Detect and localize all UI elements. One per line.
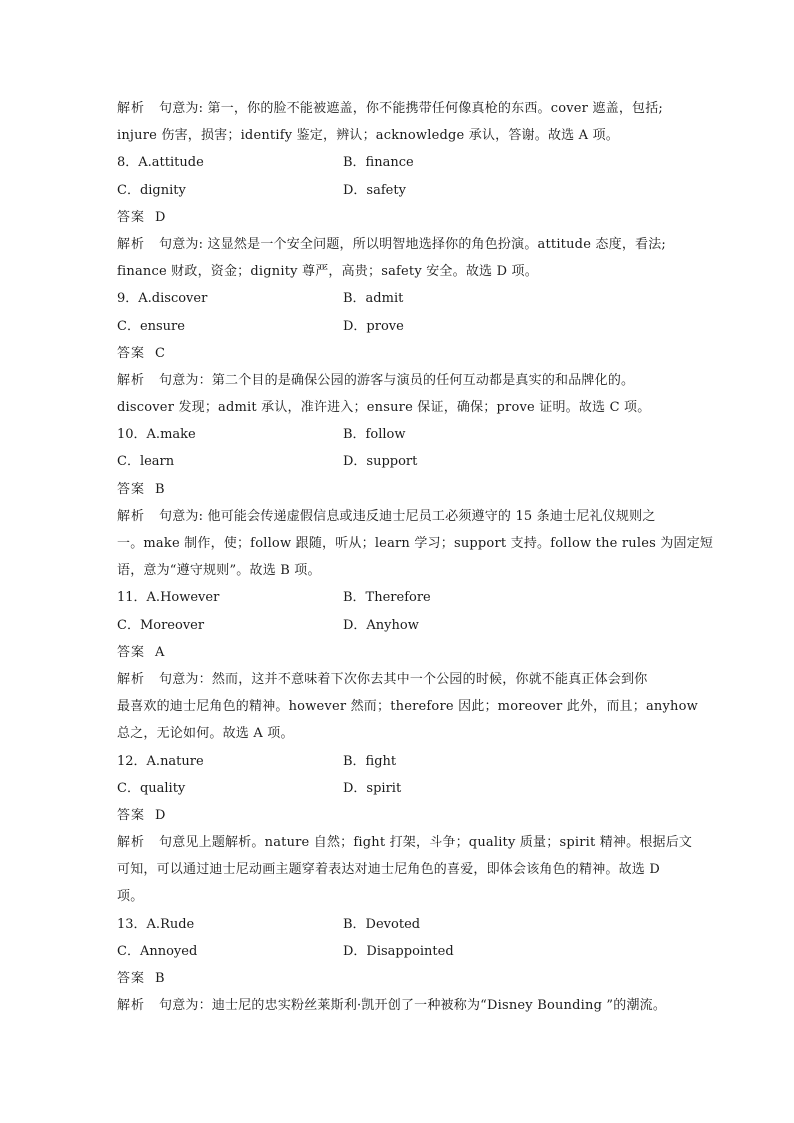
answer-label: 答案 xyxy=(117,971,146,986)
explanation-line xyxy=(117,693,698,720)
option-right: D．prove xyxy=(343,318,404,334)
option-left: 9．A.discover xyxy=(117,291,208,307)
answer-row xyxy=(117,476,677,503)
option-right: D．spirit xyxy=(343,780,402,796)
explanation-line xyxy=(117,829,693,856)
explanation-label: 解析 xyxy=(117,835,146,851)
explanation xyxy=(117,231,677,285)
answer-label: 答案 xyxy=(117,644,146,660)
explanation-text: finance 财政，资金；dignity 尊严，高贵；safety 安全。故选 D 项。 xyxy=(117,264,538,280)
explanation xyxy=(117,503,714,585)
explanation-line xyxy=(117,856,677,883)
explanation-line xyxy=(117,666,677,693)
option-left: 12．A.nature xyxy=(117,753,204,769)
explanation-text: 句意为：然而，这并不意味着下次你去其中一个公园的时候，你就不能真正体会到你 xyxy=(159,671,648,687)
answer-row xyxy=(117,204,677,231)
explanation-line xyxy=(117,557,677,584)
option-row xyxy=(117,313,677,340)
explanation xyxy=(117,666,698,748)
option-right: B．fight xyxy=(343,753,397,769)
explanation-line xyxy=(117,503,677,530)
answer-value: D xyxy=(155,209,166,225)
option-left: 13．A.Rude xyxy=(117,916,195,932)
explanation xyxy=(117,95,677,149)
option-right: D．safety xyxy=(343,182,406,198)
option-row xyxy=(117,285,677,312)
answer-row xyxy=(117,639,677,666)
option-right: B．Therefore xyxy=(343,590,431,606)
explanation-line xyxy=(117,394,677,421)
explanation-label: 解析 xyxy=(117,998,146,1014)
answer-label: 答案 xyxy=(117,209,146,225)
option-row xyxy=(117,448,677,475)
option-right: D．support xyxy=(343,454,418,470)
explanation-label: 解析 xyxy=(117,671,146,687)
option-left: 10．A.make xyxy=(117,427,196,443)
explanation-label: 解析 xyxy=(117,508,146,524)
explanation-text: 句意为: 第一，你的脸不能被遮盖，你不能携带任何像真枪的东西。cover 遮盖，包括; xyxy=(159,101,663,116)
option-left: 8．A.attitude xyxy=(117,155,204,171)
explanation-label: 解析 xyxy=(117,236,146,252)
option-right: B．follow xyxy=(343,427,406,443)
explanation-label: 解析 xyxy=(117,101,146,116)
explanation-line xyxy=(117,883,677,910)
explanation-text: 语，意为“遵守规则”。故选 B 项。 xyxy=(117,563,321,579)
answer-value: C xyxy=(155,345,165,361)
option-left: C．Moreover xyxy=(117,617,205,633)
explanation-label: 解析 xyxy=(117,372,146,388)
explanation-text: 句意见上题解析。nature 自然；fight 打架，斗争；quality 质量；spirit 精神。根据后文 xyxy=(159,835,693,851)
option-right: B．Devoted xyxy=(343,916,421,932)
answer-value: B xyxy=(155,481,165,497)
answer-label: 答案 xyxy=(117,807,146,823)
explanation-text: injure 伤害，损害；identify 鉴定，辨认；acknowledge 承认，答谢。故选 A 项。 xyxy=(117,128,619,144)
option-row xyxy=(117,421,677,448)
explanation-text: 句意为：第二个目的是确保公园的游客与演员的任何互动都是真实的和品牌化的。 xyxy=(159,372,635,388)
option-right: D．Anyhow xyxy=(343,617,419,633)
option-row xyxy=(117,911,677,938)
answer-row xyxy=(117,965,677,992)
option-row xyxy=(117,177,677,204)
explanation xyxy=(117,367,677,421)
option-left: C．dignity xyxy=(117,182,186,198)
explanation-text: 句意为: 这显然是一个安全问题，所以明智地选择你的角色扮演。attitude 态度，看法; xyxy=(159,236,667,252)
explanation-text: 总之，无论如何。故选 A 项。 xyxy=(117,726,294,742)
answer-explanations xyxy=(117,95,714,1019)
option-row xyxy=(117,612,677,639)
option-left: C．quality xyxy=(117,780,186,796)
option-right: D．Disappointed xyxy=(343,943,454,959)
option-row xyxy=(117,775,677,802)
explanation-text: 一。make 制作，使；follow 跟随，听从；learn 学习；support 支持。follow the rules 为固定短 xyxy=(117,536,714,551)
explanation-line xyxy=(117,231,677,258)
explanation-line xyxy=(117,992,677,1019)
explanation-line xyxy=(117,122,677,149)
explanation-line xyxy=(117,720,677,747)
answer-value: D xyxy=(155,807,166,823)
explanation-line xyxy=(117,258,677,285)
explanation-text: 最喜欢的迪士尼角色的精神。however 然而；therefore 因此；moreover 此外，而且；anyhow xyxy=(117,699,698,715)
explanation-line xyxy=(117,95,677,122)
explanation-line xyxy=(117,367,677,394)
option-left: 11．A.However xyxy=(117,590,220,606)
option-right: B．admit xyxy=(343,291,404,307)
option-left: C．ensure xyxy=(117,318,185,334)
answer-label: 答案 xyxy=(117,481,146,497)
explanation xyxy=(117,992,677,1019)
explanation-text: discover 发现；admit 承认，准许进入；ensure 保证，确保；prove 证明。故选 C 项。 xyxy=(117,400,651,416)
option-left: C．Annoyed xyxy=(117,943,198,959)
option-left: C．learn xyxy=(117,454,175,470)
explanation-text: 句意为: 他可能会传递虚假信息或违反迪士尼员工必须遵守的 15 条迪士尼礼仪规则之 xyxy=(159,508,656,524)
answer-value: A xyxy=(155,644,165,660)
option-row xyxy=(117,748,677,775)
explanation xyxy=(117,829,693,911)
option-row xyxy=(117,584,677,611)
option-right: B．finance xyxy=(343,155,414,171)
explanation-text: 项。 xyxy=(117,889,144,905)
answer-row xyxy=(117,802,677,829)
explanation-line xyxy=(117,530,714,557)
option-row xyxy=(117,938,677,965)
answer-row xyxy=(117,340,677,367)
explanation-text: 可知，可以通过迪士尼动画主题穿着表达对迪士尼角色的喜爱，即体会该角色的精神。故选 D xyxy=(117,862,660,878)
explanation-text: 句意为：迪士尼的忠实粉丝莱斯利·凯开创了一种被称为“Disney Bounding ”的潮流。 xyxy=(159,998,667,1014)
option-row xyxy=(117,149,677,176)
answer-label: 答案 xyxy=(117,345,146,361)
answer-value: B xyxy=(155,971,165,986)
